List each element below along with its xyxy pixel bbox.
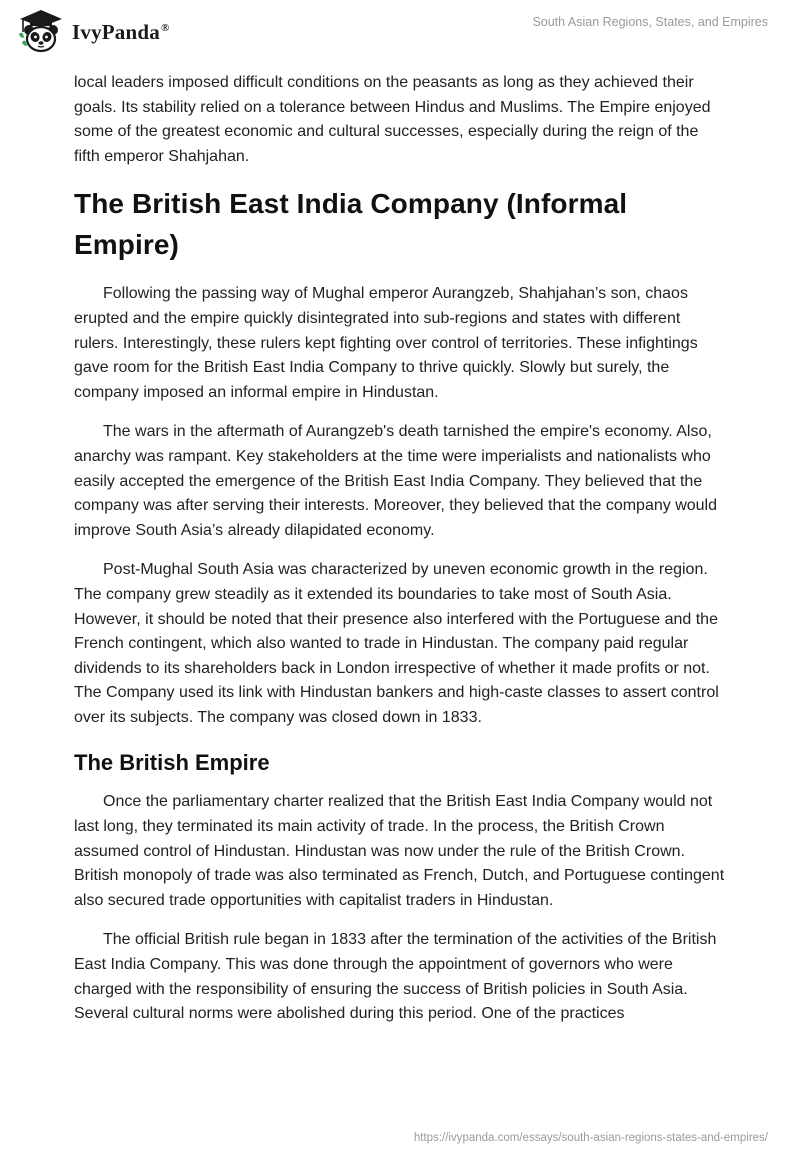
intro-paragraph: local leaders imposed difficult conditions on the peasants as long as they achieved their goals. Its stability relied on a tolerance between Hindus and Muslims. The Empire enjoyed some of the greatest economic and cultural successes, especially during the reign of the fifth emperor Shahjahan. — [74, 74, 711, 165]
paragraph: Post-Mughal South Asia was characterized by uneven economic growth in the region. The company grew steadily as it extended its boundaries to take most of South Asia. However, it should be noted that their presence also interfered with the Portuguese and the French contingent, which also wanted to trade in Hindustan. The company paid regular dividends to its shareholders back in London irrespective of whether it made profits or not. The Company used its link with Hindustan bankers and high-caste classes to assert control over its subjects. The company was closed down in 1833. — [74, 561, 719, 726]
brand-name — [72, 20, 169, 45]
essay-content — [74, 71, 726, 1027]
brand-name-text: IvyPanda — [72, 19, 160, 44]
paragraph: Following the passing way of Mughal emperor Aurangzeb, Shahjahan’s son, chaos erupted and the empire quickly disintegrated into sub-regions and states with different rulers. Interestingly, these rulers kept fighting over control of territories. These infightings gave room for the British East India Company to thrive quickly. Slowly but surely, the company imposed an informal empire in Hindustan. — [74, 285, 698, 401]
section-heading-east-india-company: The British East India Company (Informal Empire) — [74, 188, 628, 261]
paragraph: The wars in the aftermath of Aurangzeb's death tarnished the empire's economy. Also, anarchy was rampant. Key stakeholders at the time were imperialists and nationalists who easily accepted the emergence of the British East India Company. They believed that the company was after serving their interests. Moreover, they believed that the company would improve South Asia’s already dilapidated economy. — [74, 423, 717, 539]
section-heading-british-empire: The British Empire — [74, 750, 270, 776]
panda-logo-icon — [16, 8, 66, 54]
paragraph: The official British rule began in 1833 after the termination of the activities of the British East India Company. This was done through the appointment of governors who were charged with the responsibility of ensuring the success of British policies in South Asia. Several cultural norms were abolished during this period. One of the practices — [74, 931, 717, 1023]
page-header — [0, 0, 800, 60]
registered-mark: ® — [160, 21, 170, 34]
brand-logo[interactable] — [16, 8, 169, 54]
paragraph: Once the parliamentary charter realized that the British East India Company would not last long, they terminated its main activity of trade. In the process, the British Crown assumed control of Hindustan. Hindustan was now under the rule of the British Crown. British monopoly of trade was also terminated as French, Dutch, and Portuguese contingent also secured trade opportunities with capitalist traders in Hindustan. — [74, 793, 725, 909]
document-title: South Asian Regions, States, and Empires — [532, 15, 768, 29]
source-url-link[interactable]: https://ivypanda.com/essays/south-asian-regions-states-and-empires/ — [413, 1132, 768, 1144]
